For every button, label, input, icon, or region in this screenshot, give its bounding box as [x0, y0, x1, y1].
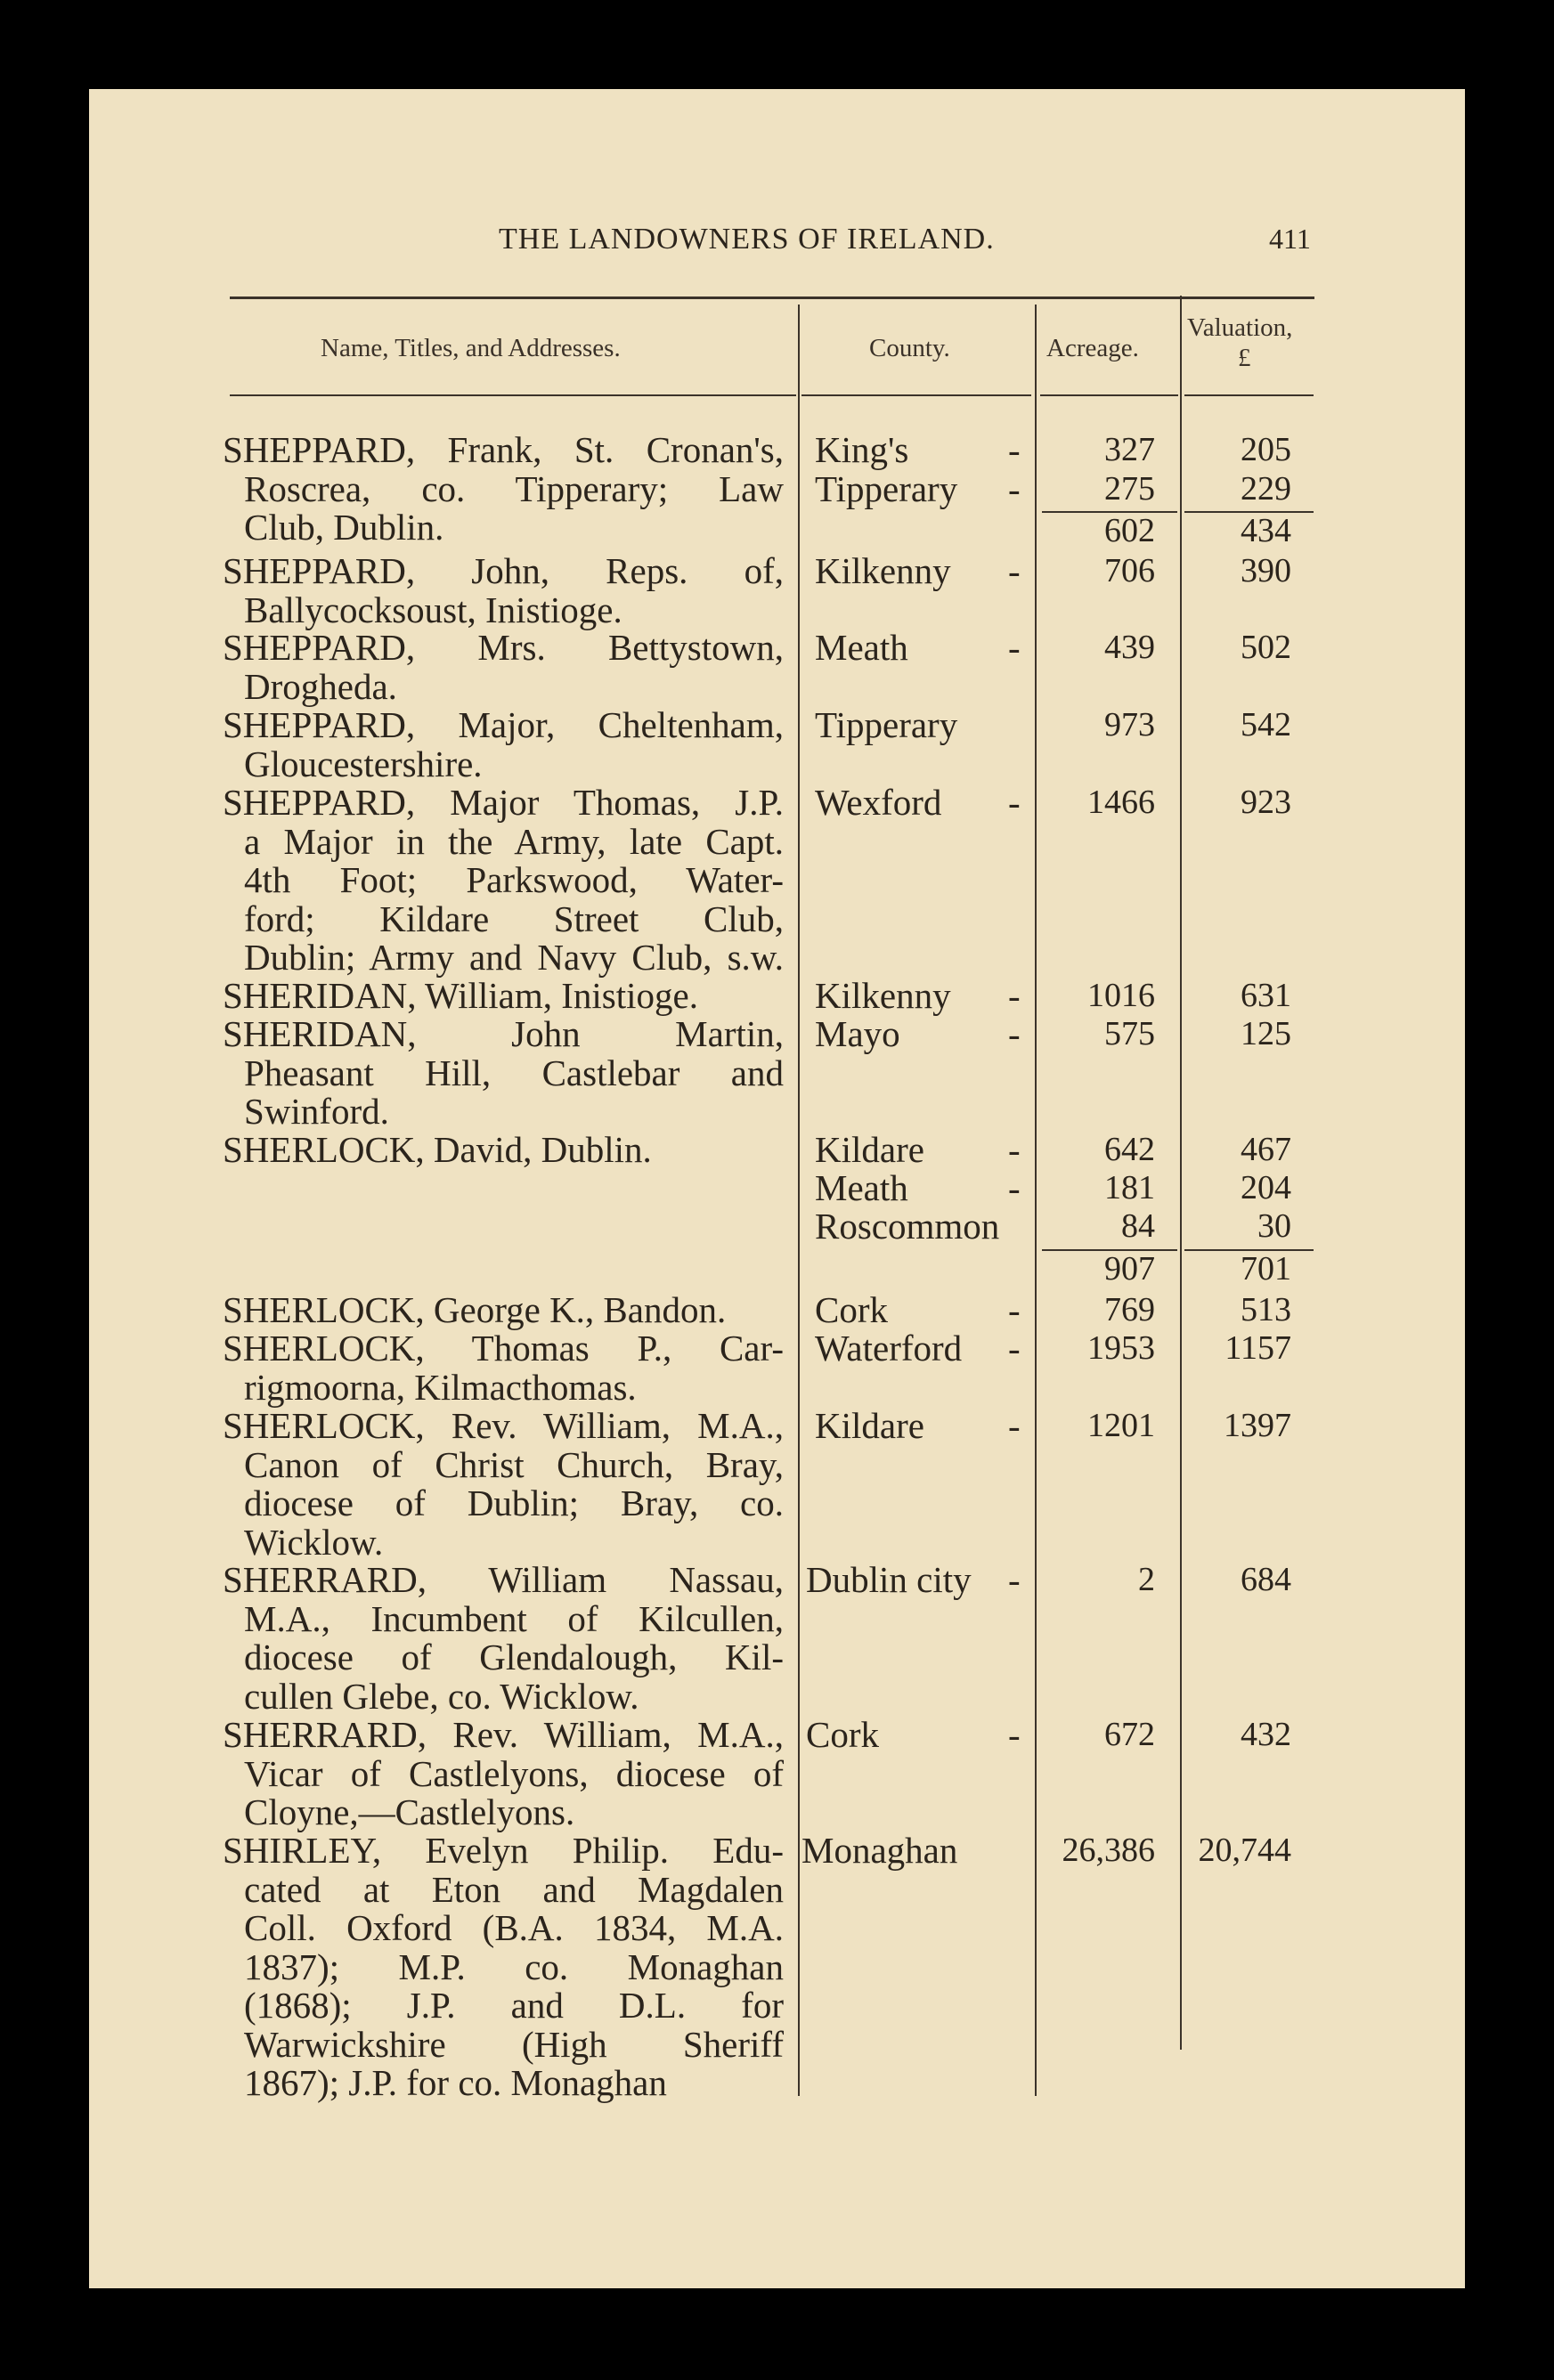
county-cell: Meath — [815, 627, 908, 668]
dash-leader: - — [1008, 550, 1021, 591]
valuation-cell: 467 — [1241, 1131, 1291, 1168]
column-divider-county — [1035, 305, 1037, 2096]
dash-leader: - — [1008, 1013, 1021, 1054]
entry-line: Vicar of Castlelyons, diocese of — [244, 1752, 784, 1794]
county-cell: Kildare — [815, 1129, 924, 1170]
entry-line: SHERLOCK, David, Dublin. — [223, 1129, 652, 1170]
acreage-cell: 1016 — [1087, 977, 1155, 1014]
entry-line: Wicklow. — [244, 1521, 384, 1563]
header-underline-valuation — [1184, 394, 1314, 396]
entry-line: Pheasant Hill, Castlebar and — [244, 1052, 784, 1093]
entry-sherlock-george — [223, 1291, 784, 1330]
entry-line: Dublin; Army and Navy Club, s.w. — [244, 937, 784, 978]
entry-shirley-evelyn — [223, 1832, 784, 2103]
entry-sheppard-major — [223, 706, 784, 784]
entry-line: SHERLOCK, Thomas P., Car- — [223, 1328, 784, 1369]
entry-sheridan-william — [223, 977, 784, 1016]
dash-leader: - — [1008, 429, 1021, 470]
county-cell: Cork — [815, 1289, 888, 1330]
county-cell: Kilkenny — [815, 550, 951, 591]
entry-sheppard-john — [223, 552, 784, 630]
acreage-cell: 575 — [1104, 1015, 1155, 1052]
column-divider-acreage — [1180, 296, 1182, 2050]
acreage-cell: 1201 — [1087, 1407, 1155, 1444]
entry-line: SHEPPARD, Frank, St. Cronan's, — [223, 429, 784, 470]
entry-sherrard-rev-william — [223, 1716, 784, 1832]
entry-line: SHEPPARD, John, Reps. of, — [223, 550, 784, 591]
entry-line: 1837); M.P. co. Monaghan — [244, 1945, 784, 1987]
acreage-cell: 181 — [1104, 1169, 1155, 1206]
entry-line: SHERIDAN, John Martin, — [223, 1013, 784, 1054]
valuation-cell: 30 — [1257, 1207, 1291, 1245]
county-cell: Tipperary — [815, 704, 958, 745]
dash-leader: - — [1008, 1129, 1021, 1170]
acreage-cell: 26,386 — [1062, 1832, 1155, 1869]
column-header-acreage: Acreage. — [1046, 334, 1139, 362]
county-cell: Meath — [815, 1167, 908, 1208]
entry-line: SHERLOCK, George K., Bandon. — [223, 1289, 727, 1330]
entry-line: SHERLOCK, Rev. William, M.A., — [223, 1405, 784, 1446]
entry-line: SHERRARD, Rev. William, M.A., — [223, 1714, 784, 1755]
county-cell: Dublin city — [806, 1559, 972, 1600]
entry-line: Canon of Christ Church, Bray, — [244, 1443, 784, 1485]
valuation-cell: 205 — [1241, 431, 1291, 468]
entry-line: Club, Dublin. — [244, 507, 444, 548]
page-number: 411 — [1269, 223, 1311, 255]
valuation-total: 701 — [1241, 1250, 1291, 1287]
valuation-cell: 1157 — [1224, 1329, 1291, 1367]
county-cell: Monaghan — [801, 1830, 958, 1871]
valuation-total: 434 — [1241, 512, 1291, 549]
dash-leader: - — [1008, 1328, 1021, 1369]
entry-line: rigmoorna, Kilmacthomas. — [244, 1366, 637, 1408]
valuation-cell: 390 — [1241, 552, 1291, 589]
column-header-name: Name, Titles, and Addresses. — [321, 334, 621, 362]
entry-line: (1868); J.P. and D.L. for — [244, 1985, 784, 2026]
valuation-cell: 229 — [1241, 470, 1291, 508]
header-underline-acreage — [1040, 394, 1178, 396]
entry-line: 4th Foot; Parkswood, Water- — [244, 859, 784, 900]
acreage-cell: 84 — [1121, 1207, 1155, 1245]
entry-line: diocese of Dublin; Bray, co. — [244, 1482, 784, 1523]
dash-leader: - — [1008, 1289, 1021, 1330]
entry-line: 1867); J.P. for co. Monaghan — [244, 2062, 667, 2103]
column-header-county: County. — [869, 334, 950, 362]
acreage-total: 907 — [1104, 1250, 1155, 1287]
entry-sherlock-rev-william — [223, 1407, 784, 1562]
acreage-cell: 327 — [1104, 431, 1155, 468]
acreage-cell: 973 — [1104, 706, 1155, 743]
acreage-cell: 706 — [1104, 552, 1155, 589]
valuation-cell: 684 — [1241, 1561, 1291, 1598]
county-cell: Roscommon — [815, 1206, 1000, 1247]
entry-line: cullen Glebe, co. Wicklow. — [244, 1675, 639, 1717]
entry-sheppard-major-thomas — [223, 784, 784, 978]
acreage-cell: 672 — [1104, 1716, 1155, 1753]
dash-leader: - — [1008, 975, 1021, 1016]
valuation-cell: 631 — [1241, 977, 1291, 1014]
entry-sherlock-david — [223, 1131, 784, 1170]
running-head-title: THE LANDOWNERS OF IRELAND. — [499, 223, 995, 256]
county-cell: Kilkenny — [815, 975, 951, 1016]
acreage-cell: 1953 — [1087, 1329, 1155, 1367]
entry-line: M.A., Incumbent of Kilcullen, — [244, 1597, 784, 1639]
valuation-cell: 923 — [1241, 784, 1291, 821]
entry-line: Drogheda. — [244, 665, 397, 707]
entry-line: SHEPPARD, Major Thomas, J.P. — [223, 782, 784, 823]
entry-line: SHIRLEY, Evelyn Philip. Edu- — [223, 1830, 784, 1871]
entry-line: SHEPPARD, Major, Cheltenham, — [223, 704, 784, 745]
valuation-cell: 502 — [1241, 629, 1291, 666]
header-underline-name — [230, 394, 796, 396]
column-header-valuation: Valuation, — [1187, 313, 1293, 342]
header-top-rule — [230, 296, 1314, 299]
entry-line: Ballycocksoust, Inistioge. — [244, 589, 622, 630]
entry-line: Coll. Oxford (B.A. 1834, M.A. — [244, 1907, 784, 1948]
dash-leader: - — [1008, 782, 1021, 823]
entry-sheridan-john-martin — [223, 1015, 784, 1132]
county-cell: Wexford — [815, 782, 942, 823]
header-underline-county — [801, 394, 1031, 396]
dash-leader: - — [1008, 1405, 1021, 1446]
entry-line: Gloucestershire. — [244, 743, 483, 784]
entry-sherlock-thomas — [223, 1329, 784, 1407]
dash-leader: - — [1008, 627, 1021, 668]
valuation-cell: 542 — [1241, 706, 1291, 743]
county-cell: Mayo — [815, 1013, 900, 1054]
county-cell: Waterford — [815, 1328, 963, 1369]
valuation-cell: 204 — [1241, 1169, 1291, 1206]
entry-line: a Major in the Army, late Capt. — [244, 820, 784, 862]
county-cell: Tipperary — [815, 468, 958, 509]
entry-sheppard-mrs — [223, 629, 784, 706]
entry-line: SHEPPARD, Mrs. Bettystown, — [223, 627, 784, 668]
dash-leader: - — [1008, 468, 1021, 509]
entry-line: SHERRARD, William Nassau, — [223, 1559, 784, 1600]
entry-line: ford; Kildare Street Club, — [244, 898, 784, 939]
entry-line: SHERIDAN, William, Inistioge. — [223, 975, 698, 1016]
entry-line: Cloyne,—Castlelyons. — [244, 1791, 575, 1832]
entry-line: Roscrea, co. Tipperary; Law — [244, 467, 784, 509]
county-cell: King's — [815, 429, 909, 470]
acreage-cell: 275 — [1104, 470, 1155, 508]
column-divider-name — [798, 305, 800, 2096]
column-header-valuation-unit: £ — [1238, 344, 1251, 372]
valuation-cell: 125 — [1241, 1015, 1291, 1052]
county-cell: Cork — [806, 1714, 879, 1755]
valuation-cell: 20,744 — [1198, 1832, 1291, 1869]
entry-sherrard-william-nassau — [223, 1561, 784, 1716]
entry-line: Warwickshire (High Sheriff — [244, 2023, 784, 2065]
acreage-cell: 642 — [1104, 1131, 1155, 1168]
acreage-cell: 769 — [1104, 1291, 1155, 1328]
acreage-cell: 1466 — [1087, 784, 1155, 821]
acreage-cell: 439 — [1104, 629, 1155, 666]
dash-leader: - — [1008, 1167, 1021, 1208]
dash-leader: - — [1008, 1714, 1021, 1755]
entry-line: diocese of Glendalough, Kil- — [244, 1637, 784, 1677]
entry-line: cated at Eton and Magdalen — [244, 1868, 784, 1910]
valuation-cell: 432 — [1241, 1716, 1291, 1753]
valuation-cell: 1397 — [1224, 1407, 1291, 1444]
dash-leader: - — [1008, 1559, 1021, 1600]
entry-line: Swinford. — [244, 1091, 389, 1132]
acreage-cell: 2 — [1138, 1561, 1155, 1598]
valuation-cell: 513 — [1241, 1291, 1291, 1328]
county-cell: Kildare — [815, 1405, 924, 1446]
acreage-total: 602 — [1104, 512, 1155, 549]
entry-sheppard-frank — [223, 431, 784, 548]
